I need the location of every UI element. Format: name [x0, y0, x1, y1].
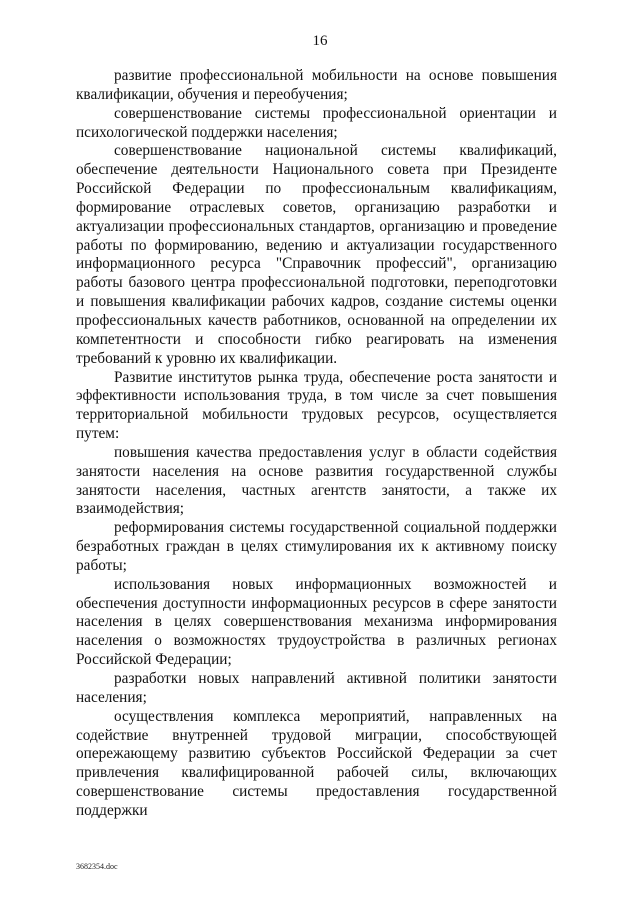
- paragraph: реформирования системы государственной социальной поддержки безработных граждан в целях стимулирования их к активному поиску работы;: [76, 519, 557, 574]
- paragraph: совершенствование системы профессиональной ориентации и психологической поддержки населения;: [76, 104, 557, 141]
- paragraph: совершенствование национальной системы квалификаций, обеспечение деятельности Национального совета при Президенте Российской Федерации по профессиональным квалификациям, формирование отраслевых советов, организацию разработки и актуализации профессиональных стандартов, организацию и проведение работы по формированию, ведению и актуализации государственного информационного ресурса "Справочник профессий", организацию работы базового центра профессиональной подготовки, переподготовки и повышения квалификации рабочих кадров, создание системы оценки профессиональных качеств работников, основанной на определении их компетентности и способности гибко реагировать на изменения требований к уровню их квалификации.: [76, 142, 557, 367]
- footer-file-code: 3682354.doc: [76, 862, 118, 871]
- body-text: [76, 67, 557, 821]
- paragraph: разработки новых направлений активной политики занятости населения;: [76, 670, 557, 706]
- paragraph: использования новых информационных возможностей и обеспечения доступности информационных ресурсов в сфере занятости населения в целях совершенствования механизма информирования населения о возможностях трудоустройства в различных регионах Российской Федерации;: [76, 575, 557, 669]
- paragraph: осуществления комплекса мероприятий, направленных на содействие внутренней трудовой миграции, способствующей опережающему развитию субъектов Российской Федерации за счет привлечения квалифицированной рабочей силы, включающих совершенствование системы предоставления государственной поддержки: [76, 707, 557, 819]
- page-number: 16: [312, 33, 328, 49]
- paragraph: развитие профессиональной мобильности на основе повышения квалификации, обучения и переобучения;: [76, 67, 557, 103]
- paragraph: повышения качества предоставления услуг в области содействия занятости населения на основе развития государственной службы занятости населения, частных агентств занятости, а также их взаимодействия;: [76, 443, 557, 518]
- paragraph: Развитие институтов рынка труда, обеспечение роста занятости и эффективности использования труда, в том числе за счет повышения территориальной мобильности трудовых ресурсов, осуществляется путем:: [76, 368, 557, 443]
